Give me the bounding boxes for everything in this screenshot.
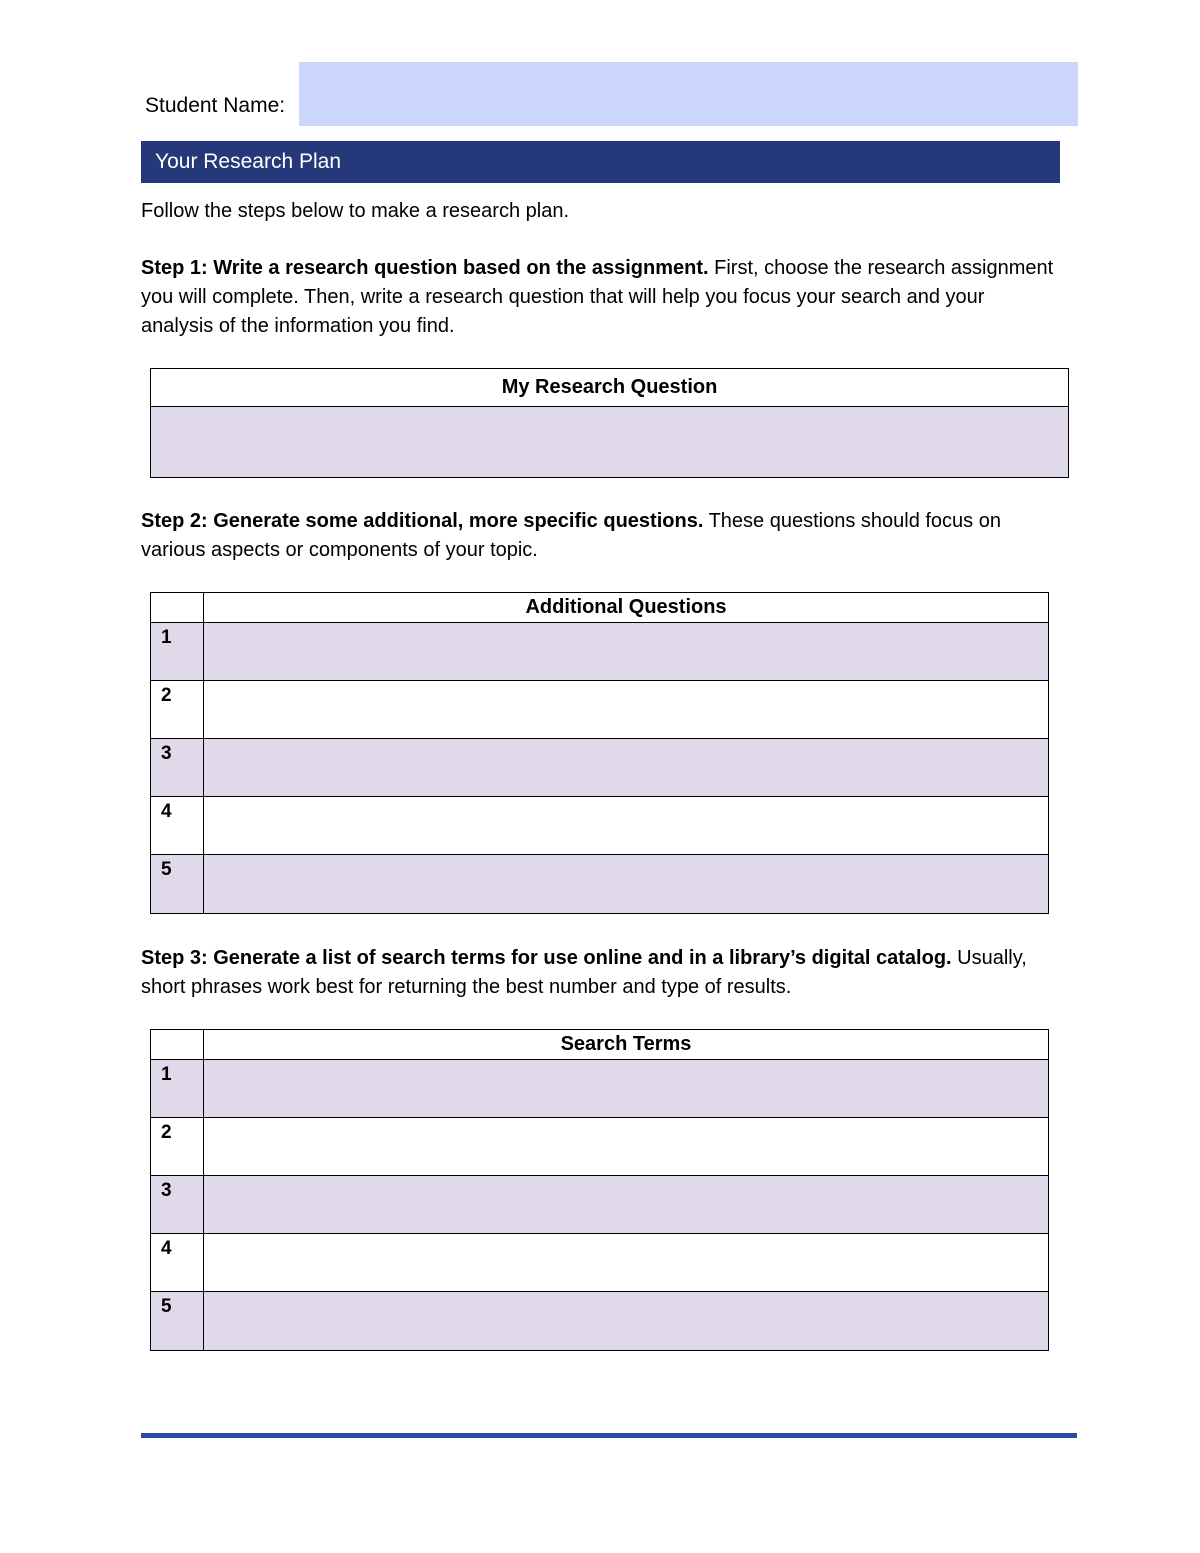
additional-question-input[interactable] <box>204 623 1049 681</box>
additional-questions-header: Additional Questions <box>204 593 1049 623</box>
additional-question-input[interactable] <box>204 739 1049 797</box>
step2-body: These questions should focus on various aspects or components of your topic. <box>141 510 1001 561</box>
research-question-table <box>150 368 1069 478</box>
row-number: 3 <box>151 1176 204 1234</box>
section-banner <box>141 141 1060 183</box>
additional-question-input[interactable] <box>204 855 1049 914</box>
search-terms-table <box>150 1029 1049 1351</box>
row-number: 5 <box>151 855 204 914</box>
row-number: 5 <box>151 1292 204 1351</box>
row-number: 2 <box>151 681 204 739</box>
search-term-input[interactable] <box>204 1292 1049 1351</box>
row-number: 3 <box>151 739 204 797</box>
table-corner-cell <box>151 1030 204 1060</box>
step2-heading: Step 2: Generate some additional, more specific questions. <box>141 510 704 532</box>
research-question-input[interactable] <box>151 407 1069 478</box>
step1-heading: Step 1: Write a research question based on the assignment. <box>141 257 709 279</box>
step2-instructions <box>141 507 1061 565</box>
row-number: 2 <box>151 1118 204 1176</box>
search-term-input[interactable] <box>204 1060 1049 1118</box>
additional-question-input[interactable] <box>204 681 1049 739</box>
banner-title: Your Research Plan <box>155 150 342 173</box>
research-question-header: My Research Question <box>151 369 1069 407</box>
step1-body: First, choose the research assignment you will complete. Then, write a research question that will help you focus your search and your analysis of the information you find. <box>141 257 1054 337</box>
intro-text: Follow the steps below to make a research plan. <box>141 200 569 222</box>
additional-questions-table <box>150 592 1049 914</box>
row-number: 1 <box>151 623 204 681</box>
step3-instructions <box>141 944 1071 1002</box>
student-name-field[interactable] <box>299 62 1078 126</box>
table-corner-cell <box>151 593 204 623</box>
footer-divider <box>141 1433 1077 1438</box>
row-number: 1 <box>151 1060 204 1118</box>
search-term-input[interactable] <box>204 1234 1049 1292</box>
search-term-input[interactable] <box>204 1118 1049 1176</box>
step3-body: Usually, short phrases work best for returning the best number and type of results. <box>141 947 1027 998</box>
step3-heading: Step 3: Generate a list of search terms for use online and in a library’s digital catalog. <box>141 947 952 969</box>
row-number: 4 <box>151 1234 204 1292</box>
search-term-input[interactable] <box>204 1176 1049 1234</box>
step1-instructions <box>141 254 1061 341</box>
additional-question-input[interactable] <box>204 797 1049 855</box>
search-terms-header: Search Terms <box>204 1030 1049 1060</box>
row-number: 4 <box>151 797 204 855</box>
student-name-label: Student Name: <box>145 94 286 117</box>
